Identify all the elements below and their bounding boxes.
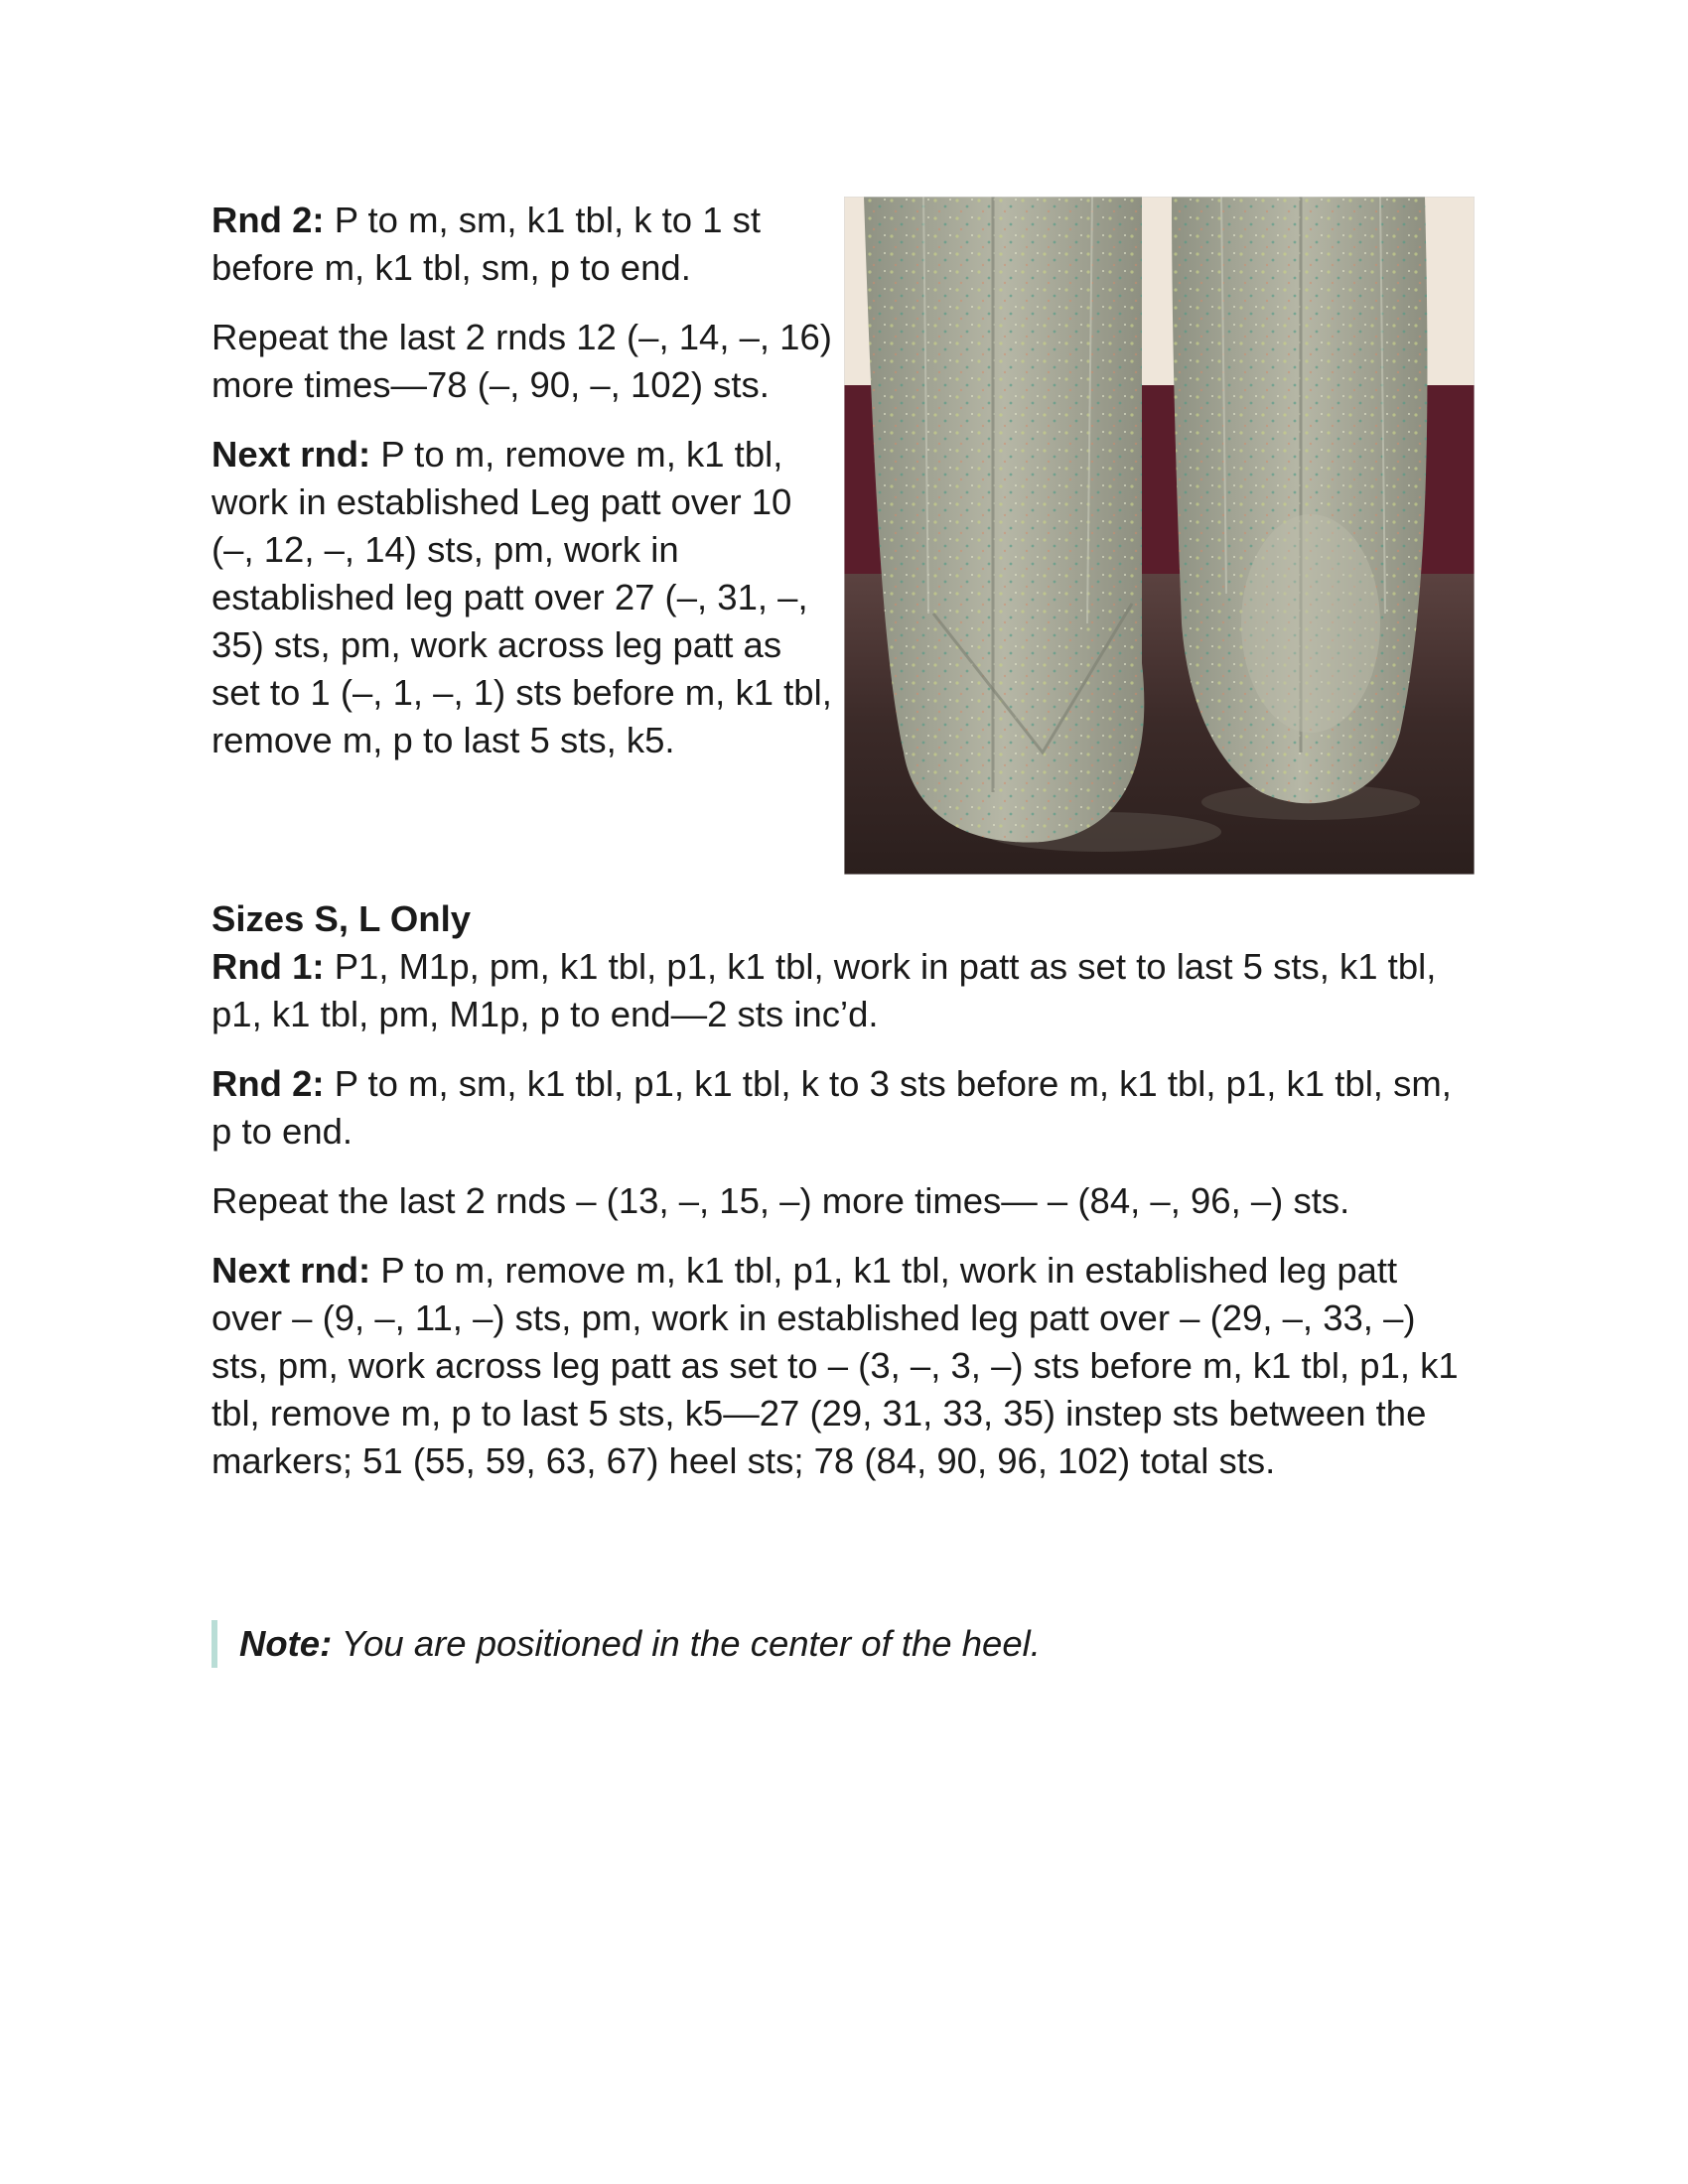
left-sock	[864, 197, 1144, 842]
next-rnd-instruction	[211, 431, 832, 764]
sizes-rnd2-text: P to m, sm, k1 tbl, p1, k1 tbl, k to 3 sts before m, k1 tbl, p1, k1 tbl, sm, p to end.	[211, 1063, 1452, 1152]
sizes-next-rnd-label: Next rnd:	[211, 1250, 371, 1291]
next-rnd-text: P to m, remove m, k1 tbl, work in established Leg patt over 10 (–, 12, –, 14) sts, pm, work in established leg patt over 27 (–, 31, –, 35) sts, pm, work across leg patt as set to 1 (–, 1, –, 1) sts before m, k1 tbl, remove m, p to last 5 sts, k5.	[211, 434, 832, 760]
sizes-rnd1-label: Rnd 1:	[211, 946, 325, 987]
socks-illustration	[844, 197, 1475, 875]
sizes-next-rnd-text: P to m, remove m, k1 tbl, p1, k1 tbl, work in established leg patt over – (9, –, 11, –) sts, pm, work in established leg patt over – (29, –, 33, –) sts, pm, work across leg patt as set to – (3, –, 3, –) sts before m, k1 tbl, p1, k1 tbl, remove m, p to last 5 sts, k5—27 (29, 31, 33, 35) instep sts between the markers; 51 (55, 59, 63, 67) heel sts; 78 (84, 90, 96, 102) total sts.	[211, 1250, 1459, 1481]
sizes-rnd1-text: P1, M1p, pm, k1 tbl, p1, k1 tbl, work in patt as set to last 5 sts, k1 tbl, p1, k1 tbl, pm, M1p, p to end—2 sts inc’d.	[211, 946, 1437, 1034]
note-label: Note:	[239, 1623, 333, 1664]
next-rnd-label: Next rnd:	[211, 434, 371, 475]
rnd2-instruction	[211, 197, 832, 292]
sizes-rnd1-instruction	[211, 943, 1475, 1038]
sizes-rnd2-instruction	[211, 1060, 1475, 1156]
rnd2-label: Rnd 2:	[211, 200, 325, 240]
socks-photo	[844, 197, 1475, 875]
sizes-next-rnd-instruction	[211, 1247, 1475, 1485]
right-sock	[1172, 197, 1427, 803]
sizes-section	[211, 895, 1475, 1507]
sizes-rnd2-label: Rnd 2:	[211, 1063, 325, 1104]
sizes-repeat-instruction: Repeat the last 2 rnds – (13, –, 15, –) more times— – (84, –, 96, –) sts.	[211, 1180, 1350, 1221]
repeat-instruction: Repeat the last 2 rnds 12 (–, 14, –, 16) more times—78 (–, 90, –, 102) sts.	[211, 317, 832, 405]
rnd2-text: P to m, sm, k1 tbl, k to 1 st before m, k1 tbl, sm, p to end.	[211, 200, 762, 288]
top-section	[211, 197, 1475, 877]
sizes-heading: Sizes S, L Only	[211, 898, 472, 939]
note-callout	[211, 1620, 1502, 1668]
note-text: You are positioned in the center of the heel.	[332, 1623, 1041, 1664]
instructions-column	[211, 197, 832, 786]
